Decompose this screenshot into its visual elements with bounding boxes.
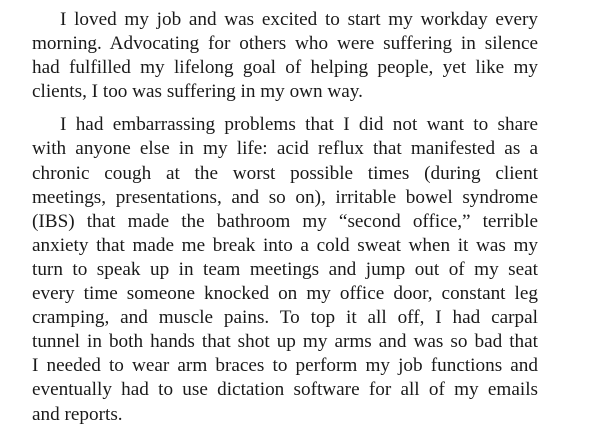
text-line: eventually had to use dictation software for all of my emails: [32, 379, 538, 401]
paragraph-1: [32, 8, 538, 104]
text-line: and reports.: [32, 403, 123, 425]
text-line: (IBS) that made the bathroom my “second office,” terrible: [32, 210, 538, 232]
paragraph-2: [32, 113, 538, 426]
text-line: cramping, and muscle pains. To top it all off, I had carpal: [32, 307, 538, 329]
text-line: with anyone else in my life: acid reflux that manifested as a: [32, 138, 538, 160]
text-line: I needed to wear arm braces to perform my job functions and: [32, 355, 538, 377]
text-line: meetings, presentations, and so on), irritable bowel syndrome: [32, 186, 538, 208]
text-line: chronic cough at the worst possible times (during client: [32, 162, 538, 184]
text-line: had fulfilled my lifelong goal of helping people, yet like my: [32, 57, 538, 79]
text-line: tunnel in both hands that shot up my arms and was so bad that: [32, 331, 538, 353]
document-page: [32, 8, 538, 427]
text-line: I had embarrassing problems that I did not want to share: [60, 114, 538, 136]
text-line: turn to speak up in team meetings and jump out of my seat: [32, 258, 538, 280]
text-line: clients, I too was suffering in my own way.: [32, 81, 363, 103]
text-line: morning. Advocating for others who were suffering in silence: [32, 33, 538, 55]
text-line: every time someone knocked on my office door, constant leg: [32, 283, 538, 305]
text-line: anxiety that made me break into a cold sweat when it was my: [32, 234, 538, 256]
text-line: I loved my job and was excited to start my workday every: [60, 9, 538, 30]
